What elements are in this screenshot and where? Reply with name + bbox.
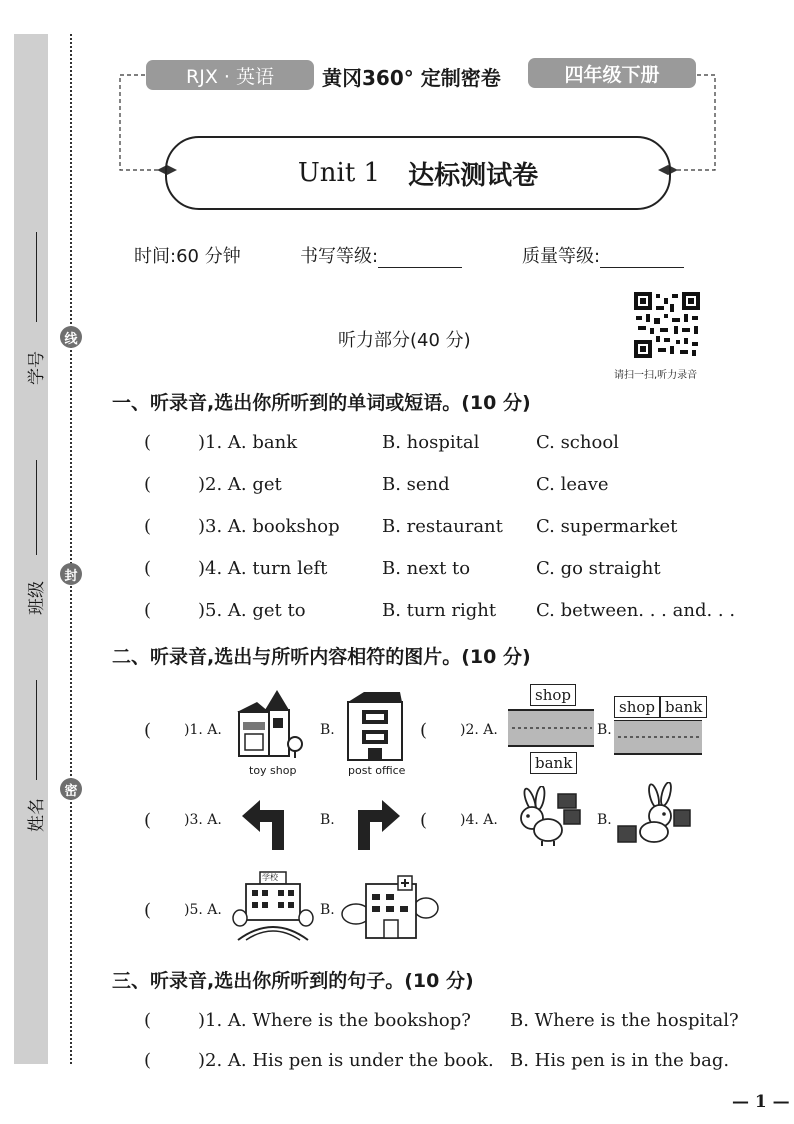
qr-caption: 请扫一扫,听力录音 xyxy=(614,370,698,381)
post-office-caption: post office xyxy=(348,764,406,777)
seal-mark-seal: 封 xyxy=(60,563,82,585)
s1-option-b: B. next to xyxy=(382,558,471,579)
s1-option-c: C. between. . . and. . . xyxy=(536,600,736,621)
s2-q1-b: B. xyxy=(320,722,335,738)
s3-answer-paren[interactable]: ( xyxy=(144,1050,152,1071)
s2-q3-label: )3. A. xyxy=(184,812,222,828)
s2-q1-paren[interactable]: ( xyxy=(144,720,152,741)
s1-answer-paren[interactable]: ( xyxy=(144,516,152,537)
quality-grade xyxy=(522,242,684,268)
s1-option-a: )5. A. get to xyxy=(198,600,306,621)
grade-pill: 四年级下册 xyxy=(528,58,696,88)
title-box xyxy=(165,136,671,210)
title-unit: Unit 1 xyxy=(297,158,381,188)
student-no-line xyxy=(36,232,37,322)
s1-answer-paren[interactable]: ( xyxy=(144,474,152,495)
turn-left-arrow-icon xyxy=(240,796,292,852)
s2-q5-paren[interactable]: ( xyxy=(144,900,152,921)
binding-strip xyxy=(14,34,48,1064)
s2-q4-paren[interactable]: ( xyxy=(420,810,428,831)
street-b-shop-label: shop xyxy=(614,696,660,718)
writing-grade-blank[interactable] xyxy=(378,249,462,268)
s2-q2-paren[interactable]: ( xyxy=(420,720,428,741)
section3-title: 三、听录音,选出你所听到的句子。(10 分) xyxy=(112,970,474,992)
subject-pill: RJX · 英语 xyxy=(146,60,314,90)
street-a-bank-label: bank xyxy=(530,752,577,774)
cut-line xyxy=(70,34,72,1064)
writing-grade-label: 书写等级: xyxy=(300,246,379,267)
s1-option-b: B. hospital xyxy=(382,432,480,453)
s2-q5-label: )5. A. xyxy=(184,902,222,918)
s2-q3-b: B. xyxy=(320,812,335,828)
s1-option-a: )1. A. bank xyxy=(198,432,298,453)
section2-title: 二、听录音,选出与所听内容相符的图片。(10 分) xyxy=(112,646,531,668)
seal-mark-line: 线 xyxy=(60,326,82,348)
s1-answer-paren[interactable]: ( xyxy=(144,600,152,621)
s3-answer-paren[interactable]: ( xyxy=(144,1010,152,1031)
s2-q5-b: B. xyxy=(320,902,335,918)
street-b-bank-label: bank xyxy=(660,696,707,718)
rabbit-image-a xyxy=(512,786,582,848)
listening-title: 听力部分(40 分) xyxy=(338,330,471,351)
post-office-image xyxy=(344,690,406,764)
s3-option-b: B. His pen is in the bag. xyxy=(510,1050,730,1071)
s3-option-a: )1. A. Where is the bookshop? xyxy=(198,1010,471,1031)
student-no-label: 学号 xyxy=(27,351,47,385)
s1-option-b: B. turn right xyxy=(382,600,497,621)
s1-option-c: C. school xyxy=(536,432,619,453)
s3-option-a: )2. A. His pen is under the book. xyxy=(198,1050,494,1071)
s1-option-a: )2. A. get xyxy=(198,474,282,495)
street-image-a xyxy=(508,708,594,748)
s1-option-b: B. send xyxy=(382,474,450,495)
s2-q4-b: B. xyxy=(597,812,612,828)
s1-answer-paren[interactable]: ( xyxy=(144,432,152,453)
street-image-b xyxy=(614,720,702,756)
school-sign: 学校 xyxy=(262,873,278,882)
brand-title: 黄冈360° 定制密卷 xyxy=(322,66,501,90)
s1-option-a: )4. A. turn left xyxy=(198,558,328,579)
qr-code-icon[interactable] xyxy=(634,292,700,358)
turn-right-arrow-icon xyxy=(350,796,402,852)
quality-grade-blank[interactable] xyxy=(600,249,684,268)
quality-grade-label: 质量等级: xyxy=(522,246,601,267)
s1-option-b: B. restaurant xyxy=(382,516,503,537)
name-line xyxy=(36,680,37,780)
class-label: 班级 xyxy=(27,581,47,615)
rabbit-image-b xyxy=(614,782,694,850)
s2-q1-label: )1. A. xyxy=(184,722,222,738)
s1-answer-paren[interactable]: ( xyxy=(144,558,152,579)
name-label: 姓名 xyxy=(27,798,47,832)
s2-q4-label: )4. A. xyxy=(460,812,498,828)
s3-option-b: B. Where is the hospital? xyxy=(510,1010,739,1031)
s2-q2-label: )2. A. xyxy=(460,722,498,738)
toy-shop-image xyxy=(235,688,307,764)
writing-grade xyxy=(300,242,462,268)
s1-option-c: C. supermarket xyxy=(536,516,678,537)
toy-shop-caption: toy shop xyxy=(249,764,297,777)
page-number: — 1 — xyxy=(732,1092,790,1112)
section1-title: 一、听录音,选出你所听到的单词或短语。(10 分) xyxy=(112,392,531,414)
time-info: 时间:60 分钟 xyxy=(134,246,241,267)
street-a-shop-label: shop xyxy=(530,684,576,706)
hospital-image xyxy=(340,874,440,942)
s1-option-c: C. leave xyxy=(536,474,609,495)
s1-option-a: )3. A. bookshop xyxy=(198,516,340,537)
s1-option-c: C. go straight xyxy=(536,558,661,579)
s2-q3-paren[interactable]: ( xyxy=(144,810,152,831)
s2-q2-b: B. xyxy=(597,722,612,738)
class-line xyxy=(36,460,37,555)
seal-mark-secret: 密 xyxy=(60,778,82,800)
title-cn: 达标测试卷 xyxy=(408,160,539,191)
